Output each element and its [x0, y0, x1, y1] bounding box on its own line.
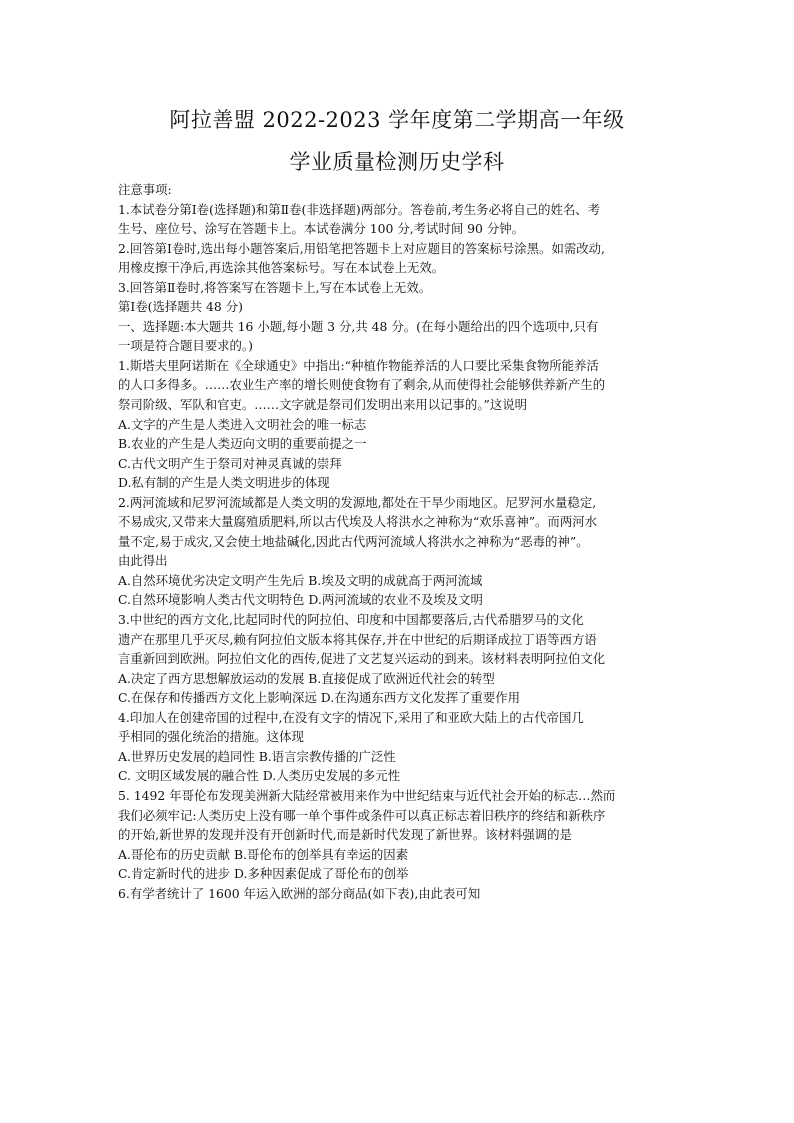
exam-body — [118, 180, 688, 903]
exam-title-line-1: 阿拉善盟 2022-2023 学年度第二学期高一年级 — [169, 108, 625, 132]
text-line: 第Ⅰ卷(选择题共 48 分) — [118, 299, 243, 315]
text-line: A.哥伦布的历史贡献 B.哥伦布的创举具有幸运的因素 — [118, 846, 409, 862]
text-line: B.农业的产生是人类迈向文明的重要前提之一 — [118, 436, 367, 452]
text-line: 由此得出 — [118, 553, 168, 569]
text-line: 用橡皮擦干净后,再选涂其他答案标号。写在本试卷上无效。 — [118, 260, 445, 276]
text-line: 2.回答第Ⅰ卷时,选出每小题答案后,用铅笔把答题卡上对应题目的答案标号涂黑。如需改动, — [118, 240, 605, 256]
text-line: 生号、座位号、涂写在答题卡上。本试卷满分 100 分,考试时间 90 分钟。 — [118, 221, 525, 237]
exam-title-line-2: 学业质量检测历史学科 — [289, 150, 505, 174]
text-line: 言重新回到欧洲。阿拉伯文化的西传,促进了文艺复兴运动的到来。该材料表明阿拉伯文化 — [118, 651, 606, 667]
text-line: 祭司阶级、军队和官吏。……文字就是祭司们发明出来用以记事的。”这说明 — [118, 397, 528, 413]
text-line: C.自然环境影响人类古代文明特色 D.两河流域的农业不及埃及文明 — [118, 592, 483, 608]
text-line: 3.中世纪的西方文化,比起同时代的阿拉伯、印度和中国都要落后,古代希腊罗马的文化 — [118, 612, 584, 628]
text-line: 量不定,易于成灾,又会使土地盐碱化,因此古代两河流域人将洪水之神称为“恶毒的神”。 — [118, 533, 589, 549]
text-line: 一、选择题:本大题共 16 小题,每小题 3 分,共 48 分。(在每小题给出的四个选项中,只有 — [118, 318, 599, 334]
text-line: 一项是符合题目要求的。) — [118, 338, 253, 354]
text-line: 乎相同的强化统治的措施。这体现 — [118, 729, 304, 745]
text-line: 的人口多得多。……农业生产率的增长则使食物有了剩余,从而使得社会能够供养新产生的 — [118, 377, 606, 393]
text-line: C.肯定新时代的进步 D.多种因素促成了哥伦布的创举 — [118, 866, 409, 882]
text-line: 6.有学者统计了 1600 年运入欧洲的部分商品(如下表),由此表可知 — [118, 885, 481, 901]
text-line: C.古代文明产生于祭司对神灵真诚的崇拜 — [118, 455, 342, 471]
text-line: 注意事项: — [118, 182, 172, 197]
text-line: 4.印加人在创建帝国的过程中,在没有文字的情况下,采用了和亚欧大陆上的古代帝国几 — [118, 709, 584, 725]
text-line: A.决定了西方思想解放运动的发展 B.直接促成了欧洲近代社会的转型 — [118, 670, 495, 686]
text-line: 5. 1492 年哥伦布发现美洲新大陆经常被用来作为中世纪结束与近代社会开始的标志…然而 — [118, 787, 616, 803]
text-line: 不易成灾,又带来大量腐殖质肥料,所以古代埃及人将洪水之神称为“欢乐喜神”。而两河水 — [118, 514, 597, 530]
text-line: 1.本试卷分第Ⅰ卷(选择题)和第Ⅱ卷(非选择题)两部分。答卷前,考生务必将自己的姓名、考 — [118, 201, 601, 217]
text-line: 遗产在那里几乎灭尽,赖有阿拉伯文版本将其保存,并在中世纪的后期译成拉丁语等西方语 — [118, 631, 597, 647]
text-line: C. 文明区域发展的融合性 D.人类历史发展的多元性 — [118, 768, 401, 784]
text-line: D.私有制的产生是人类文明进步的体现 — [118, 475, 330, 491]
text-line: C.在保存和传播西方文化上影响深远 D.在沟通东西方文化发挥了重要作用 — [118, 690, 521, 706]
text-line: 的开始,新世界的发现并没有开创新时代,而是新时代发现了新世界。该材料强调的是 — [118, 827, 572, 843]
text-line: A.文字的产生是人类进入文明社会的唯一标志 — [118, 416, 367, 432]
text-line: A.世界历史发展的趋同性 B.语言宗教传播的广泛性 — [118, 748, 396, 764]
text-line: 1.斯塔夫里阿诺斯在《全球通史》中指出:“种植作物能养活的人口要比采集食物所能养活 — [118, 357, 599, 373]
text-line: 2.两河流域和尼罗河流域都是人类文明的发源地,都处在干旱少雨地区。尼罗河水量稳定, — [118, 494, 597, 510]
text-line: 我们必须牢记:人类历史上没有哪一单个事件或条件可以真正标志着旧秩序的终结和新秩序 — [118, 807, 606, 823]
text-line: A.自然环境优劣决定文明产生先后 B.埃及文明的成就高于两河流域 — [118, 572, 483, 588]
text-line: 3.回答第Ⅱ卷时,将答案写在答题卡上,写在本试卷上无效。 — [118, 279, 432, 295]
